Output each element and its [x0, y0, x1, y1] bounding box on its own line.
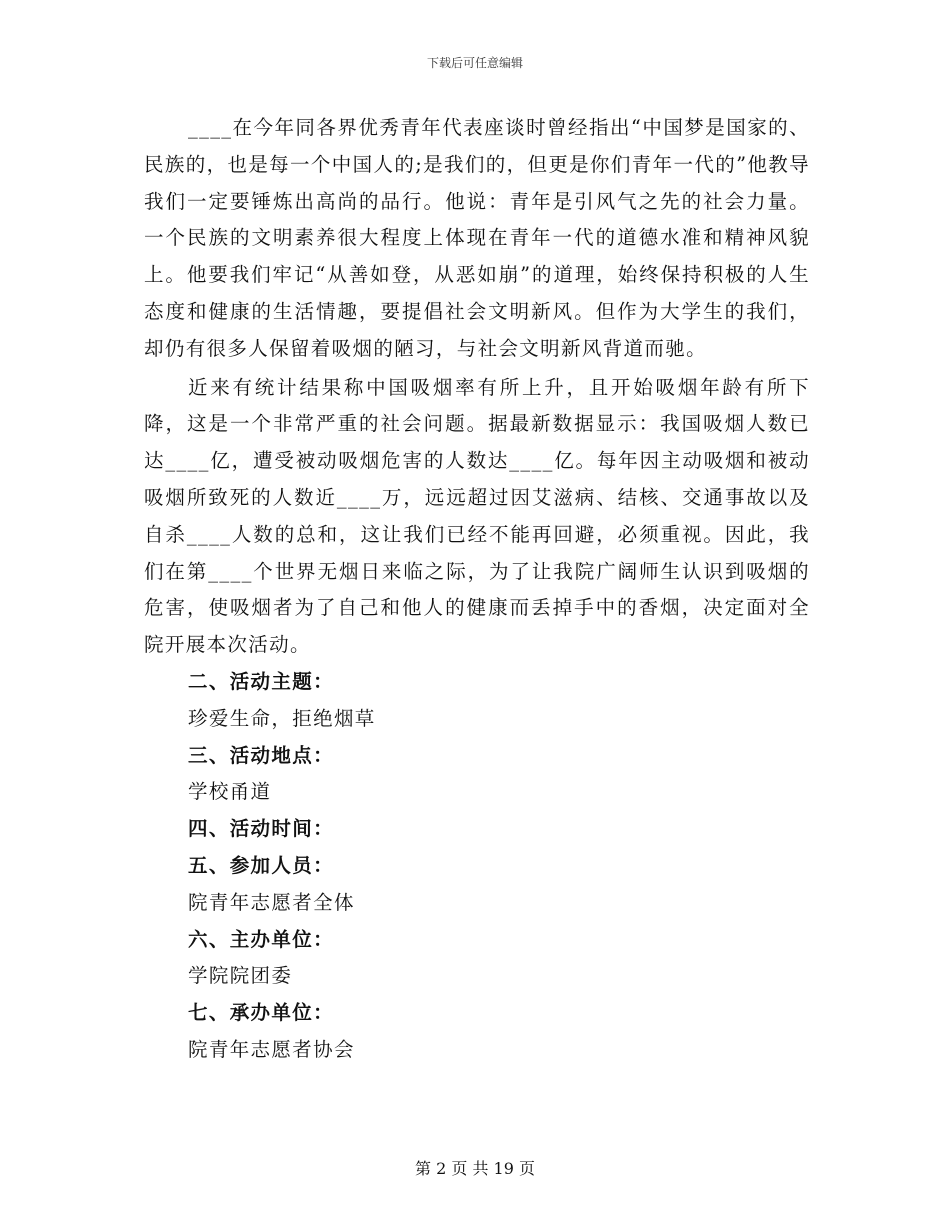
statistics-paragraph: 近来有统计结果称中国吸烟率有所上升，且开始吸烟年龄有所下降，这是一个非常严重的社会问题。据最新数据显示：我国吸烟人数已达____亿，遭受被动吸烟危害的人数达____亿。每年因主动吸烟和被动吸烟所致死的人数近____万，远远超过因艾滋病、结核、交通事故以及自杀____人数的总和，这让我们已经不能再回避，必须重视。因此，我们在第____个世界无烟日来临之际，为了让我院广阔师生认识到吸烟的危害，使吸烟者为了自己和他人的健康而丢掉手中的香烟，决定面对全院开展本次活动。 — [144, 375, 810, 657]
intro-paragraph: ____在今年同各界优秀青年代表座谈时曾经指出“中国梦是国家的、民族的，也是每一个中国人的;是我们的，但更是你们青年一代的”他教导我们一定要锤炼出高尚的品行。他说：青年是引风气之先的社会力量。一个民族的文明素养很大程度上体现在青年一代的道德水准和精神风貌上。他要我们牢记“从善如登，从恶如崩”的道理，始终保持积极的人生态度和健康的生活情趣，要提倡社会文明新风。但作为大学生的我们，却仍有很多人保留着吸烟的陋习，与社会文明新风背道而驰。 — [144, 116, 810, 360]
section-heading-theme: 二、活动主题： — [188, 669, 334, 693]
section-heading-participants: 五、参加人员： — [188, 853, 334, 877]
section-value-location: 学校甬道 — [188, 780, 272, 804]
section-value-organizer: 学院院团委 — [188, 964, 293, 988]
section-heading-organizer: 六、主办单位： — [188, 927, 334, 951]
section-heading-location: 三、活动地点： — [188, 743, 334, 767]
section-value-host: 院青年志愿者协会 — [188, 1037, 355, 1061]
section-value-theme: 珍爱生命，拒绝烟草 — [188, 706, 376, 730]
section-heading-time: 四、活动时间： — [188, 817, 334, 841]
section-heading-host: 七、承办单位： — [188, 1001, 334, 1025]
document-body — [144, 110, 810, 1069]
header-note: 下载后可任意编辑 — [426, 56, 523, 70]
section-value-participants: 院青年志愿者全体 — [188, 890, 355, 914]
page-number: 第 2 页 共 19 页 — [415, 1159, 535, 1178]
activity-sections — [144, 664, 810, 1069]
